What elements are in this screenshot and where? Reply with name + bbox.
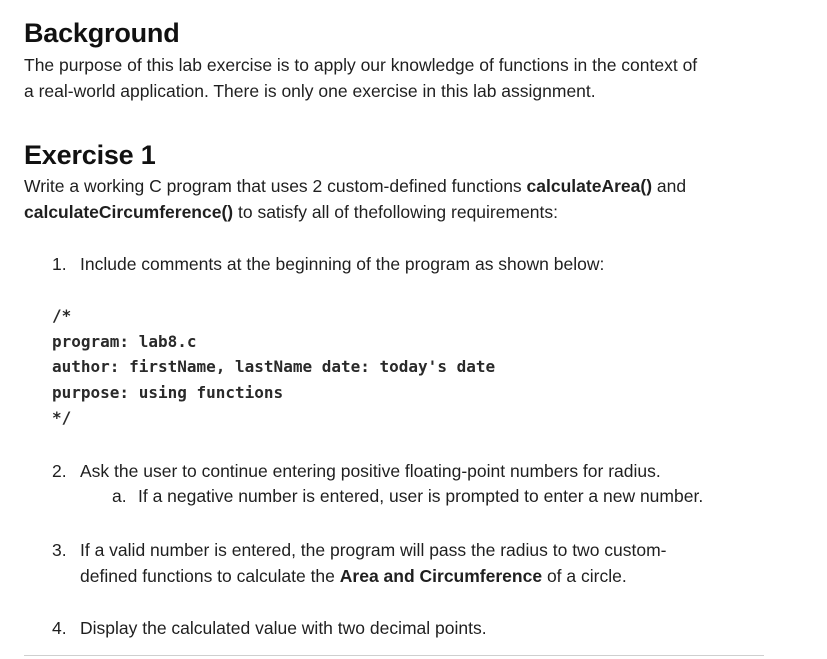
requirement-item-2a — [112, 486, 703, 507]
exercise-intro-and: and — [652, 176, 687, 196]
code-comment-open: /* — [52, 306, 72, 325]
exercise-intro-tail: to satisfy all of thefollowing requirements: — [233, 202, 559, 222]
requirement-item-3-continued — [80, 566, 627, 587]
item-bold-text: Area and Circumference — [339, 566, 543, 586]
item-text: Display the calculated value with two decimal points. — [80, 618, 487, 638]
exercise-intro-line-1 — [24, 173, 686, 199]
requirement-item-4 — [52, 618, 487, 639]
code-comment-close: */ — [52, 408, 72, 427]
background-heading: Background — [24, 18, 180, 48]
item-number: 4. — [52, 618, 67, 638]
sub-item-marker: a. — [112, 486, 127, 506]
item-number: 2. — [52, 461, 67, 481]
item-number: 1. — [52, 254, 67, 274]
requirement-item-2 — [52, 461, 661, 482]
function-name-calculate-area: calculateArea() — [526, 176, 653, 196]
item-text-line-2: defined functions to calculate the — [80, 566, 340, 586]
sub-item-text: If a negative number is entered, user is prompted to enter a new number. — [138, 486, 704, 506]
exercise-heading: Exercise 1 — [24, 140, 156, 170]
page-bottom-divider — [24, 655, 764, 656]
item-text: Ask the user to continue entering positive floating-point numbers for radius. — [80, 461, 661, 481]
item-text-tail: of a circle. — [542, 566, 627, 586]
item-text: Include comments at the beginning of the program as shown below: — [80, 254, 605, 274]
code-line-author: author: firstName, lastName date: today's date — [52, 357, 496, 376]
requirement-item-1 — [52, 254, 604, 275]
code-line-purpose: purpose: using functions — [52, 383, 284, 402]
exercise-intro-line-2 — [24, 199, 558, 225]
background-text-line-2: a real-world application. There is only one exercise in this lab assignment. — [24, 81, 596, 101]
item-text-line-1: If a valid number is entered, the program will pass the radius to two custom- — [80, 540, 667, 560]
background-text-line-1: The purpose of this lab exercise is to apply our knowledge of functions in the context of — [24, 55, 698, 75]
function-name-calculate-circumference: calculateCircumference() — [24, 202, 234, 222]
requirement-item-3 — [52, 540, 667, 561]
item-number: 3. — [52, 540, 67, 560]
exercise-intro-text: Write a working C program that uses 2 custom-defined functions — [24, 176, 527, 196]
code-line-program: program: lab8.c — [52, 332, 197, 351]
